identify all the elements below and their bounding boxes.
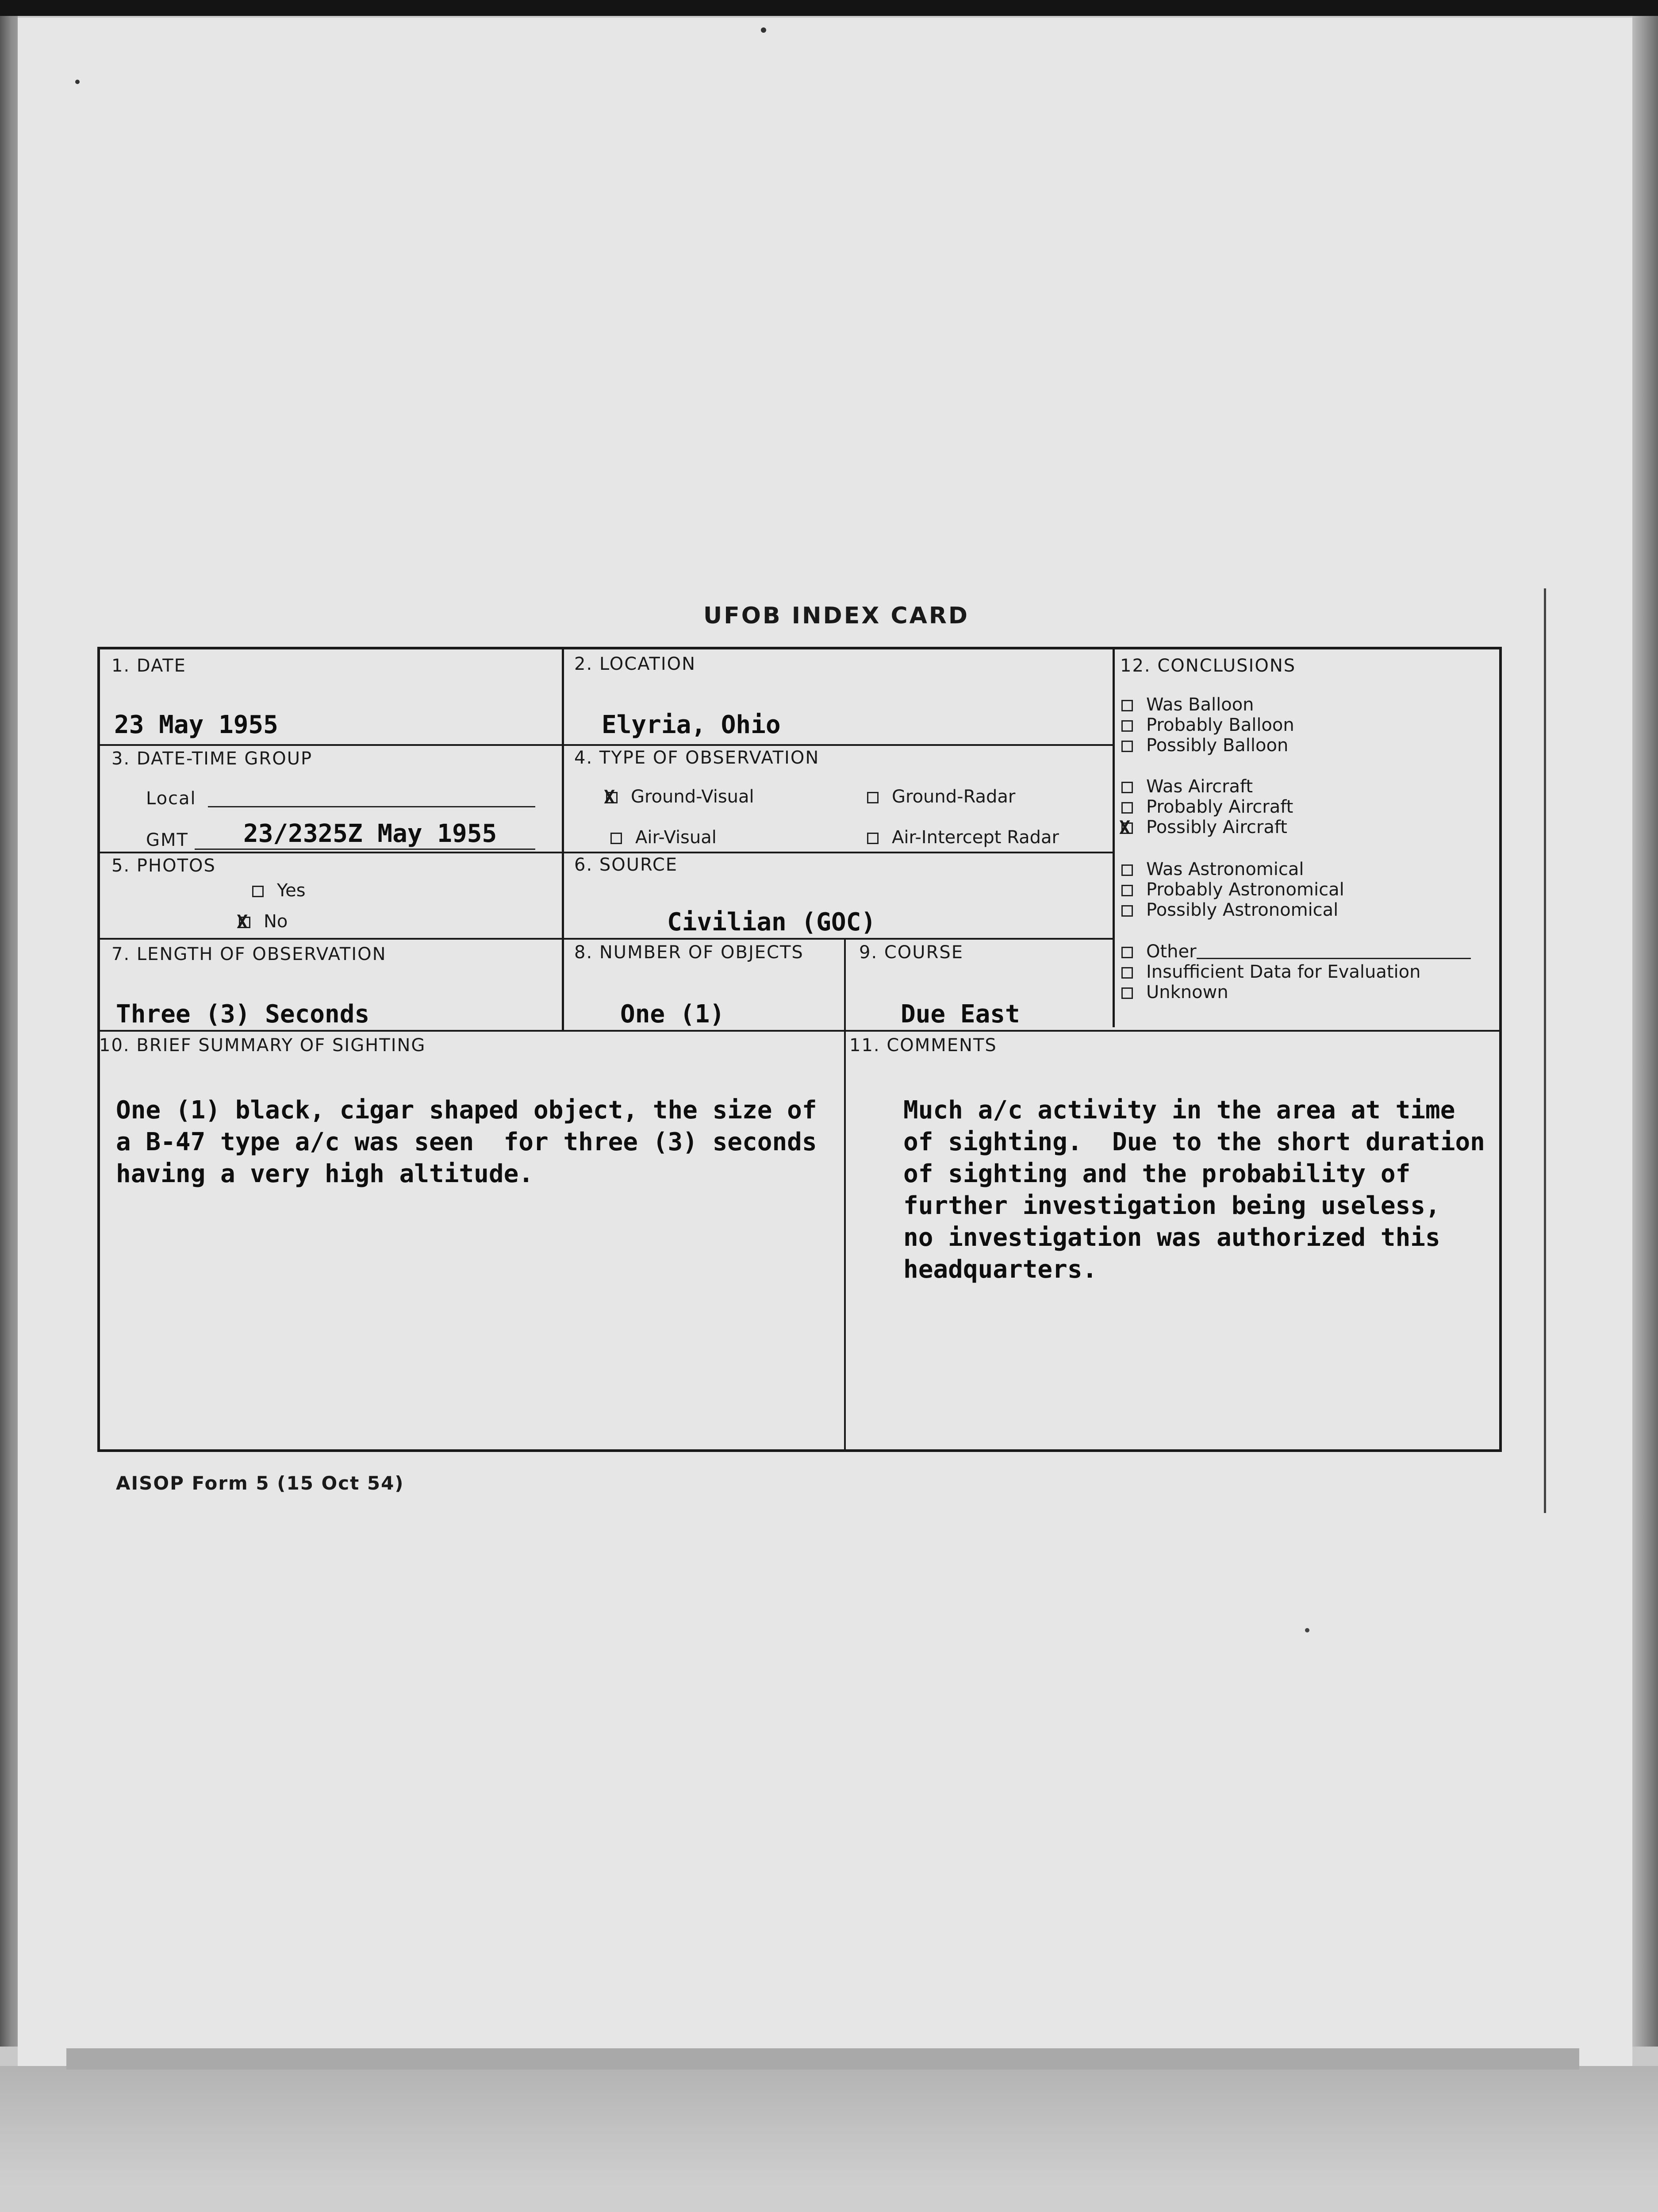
num-objects-value: One (1) [620, 1000, 725, 1029]
summary-text: One (1) black, cigar shaped object, the size of a B-47 type a/c was seen for three (3) seconds having a very high altitude. [116, 1096, 817, 1188]
divider [1113, 647, 1115, 1027]
checkbox-icon [606, 792, 618, 803]
source-value: Civilian (GOC) [667, 908, 876, 937]
checkbox-icon [1121, 947, 1133, 958]
scan-speck [75, 80, 80, 84]
conclusion-option[interactable]: Possibly Balloon [1121, 735, 1294, 756]
divider [97, 744, 1113, 746]
checkbox-icon [867, 792, 879, 803]
date-value: 23 May 1955 [114, 710, 278, 739]
scan-speck [1305, 1628, 1309, 1632]
other-line[interactable] [1197, 942, 1471, 959]
card-title: UFOB INDEX CARD [703, 603, 970, 629]
course-value: Due East [901, 1000, 1020, 1029]
location-label: 2. LOCATION [574, 654, 696, 674]
conclusions-group-balloon [1121, 695, 1294, 756]
air-intercept-radar-option[interactable]: Air-Intercept Radar [867, 827, 1059, 848]
course-label: 9. COURSE [859, 942, 964, 963]
checkbox-icon [610, 833, 622, 844]
checkbox-icon [1121, 864, 1133, 876]
air-visual-option[interactable]: Air-Visual [610, 827, 717, 848]
divider [562, 647, 564, 1031]
dtg-local-label: Local [146, 788, 196, 809]
checkbox-icon [1121, 700, 1133, 711]
photos-yes-option[interactable]: Yes [252, 880, 306, 901]
scan-left-edge [0, 16, 18, 2047]
date-label: 1. DATE [111, 656, 186, 676]
checkbox-icon [1121, 905, 1133, 917]
divider [97, 1030, 1502, 1032]
conclusions-label: 12. CONCLUSIONS [1120, 656, 1296, 676]
conclusions-group-other [1121, 941, 1471, 1002]
conclusion-option[interactable]: Was Balloon [1121, 695, 1294, 715]
ground-visual-option[interactable]: XGround-Visual [606, 787, 754, 807]
source-label: 6. SOURCE [574, 855, 678, 875]
divider [97, 852, 1113, 853]
scan-speck [761, 27, 766, 33]
scan-right-edge [1632, 16, 1658, 2047]
checkbox-icon [239, 917, 250, 928]
conclusion-option[interactable]: Other [1121, 941, 1471, 962]
comments-label: 11. COMMENTS [849, 1035, 997, 1056]
checkbox-icon [1121, 967, 1133, 979]
conclusions-group-aircraft [1121, 776, 1293, 837]
checkbox-icon [1121, 782, 1133, 793]
conclusion-option[interactable]: Probably Balloon [1121, 715, 1294, 735]
conclusions-group-astronomical [1121, 859, 1344, 920]
photos-label: 5. PHOTOS [111, 856, 216, 876]
location-value: Elyria, Ohio [602, 710, 781, 739]
divider [97, 938, 1113, 940]
dtg-label: 3. DATE-TIME GROUP [111, 749, 313, 769]
conclusion-option[interactable]: Probably Aircraft [1121, 797, 1293, 817]
checkbox-icon [1121, 987, 1133, 999]
conclusion-option[interactable]: XPossibly Aircraft [1121, 817, 1293, 837]
num-objects-label: 8. NUMBER OF OBJECTS [574, 942, 804, 963]
scan-top-edge [0, 0, 1658, 16]
observation-type-label: 4. TYPE OF OBSERVATION [574, 748, 820, 768]
dtg-gmt-label: GMT [146, 830, 188, 850]
checkbox-icon [1121, 741, 1133, 752]
checkbox-icon [252, 886, 264, 897]
dtg-gmt-field [195, 819, 535, 850]
paper-shadow [66, 2048, 1579, 2070]
ground-radar-option[interactable]: Ground-Radar [867, 787, 1015, 807]
summary-label: 10. BRIEF SUMMARY OF SIGHTING [99, 1035, 426, 1056]
checkbox-icon [1121, 802, 1133, 814]
conclusion-option[interactable]: Insufficient Data for Evaluation [1121, 962, 1471, 982]
checkbox-icon [867, 833, 879, 844]
conclusion-option[interactable]: Possibly Astronomical [1121, 900, 1344, 920]
dtg-gmt-value: 23/2325Z May 1955 [243, 819, 497, 848]
conclusion-option[interactable]: Probably Astronomical [1121, 879, 1344, 900]
photos-no-option[interactable]: XNo [239, 911, 288, 932]
scan-background [0, 2066, 1658, 2212]
checkbox-icon [1121, 720, 1133, 732]
conclusion-option[interactable]: Was Astronomical [1121, 859, 1344, 879]
conclusion-option[interactable]: Unknown [1121, 982, 1471, 1002]
conclusion-option[interactable]: Was Aircraft [1121, 776, 1293, 797]
form-id: AISOP Form 5 (15 Oct 54) [116, 1472, 404, 1494]
checkbox-icon [1121, 885, 1133, 896]
length-value: Three (3) Seconds [116, 1000, 370, 1029]
card-right-edge [1544, 588, 1546, 1513]
checkbox-icon [1121, 822, 1133, 834]
comments-text: Much a/c activity in the area at time of sighting. Due to the short duration of sighting and the probability of further investigation being useless, no investigation was authorized this headquarters. [903, 1096, 1485, 1284]
length-label: 7. LENGTH OF OBSERVATION [111, 944, 387, 964]
divider [844, 938, 846, 1030]
dtg-local-field [208, 787, 535, 807]
